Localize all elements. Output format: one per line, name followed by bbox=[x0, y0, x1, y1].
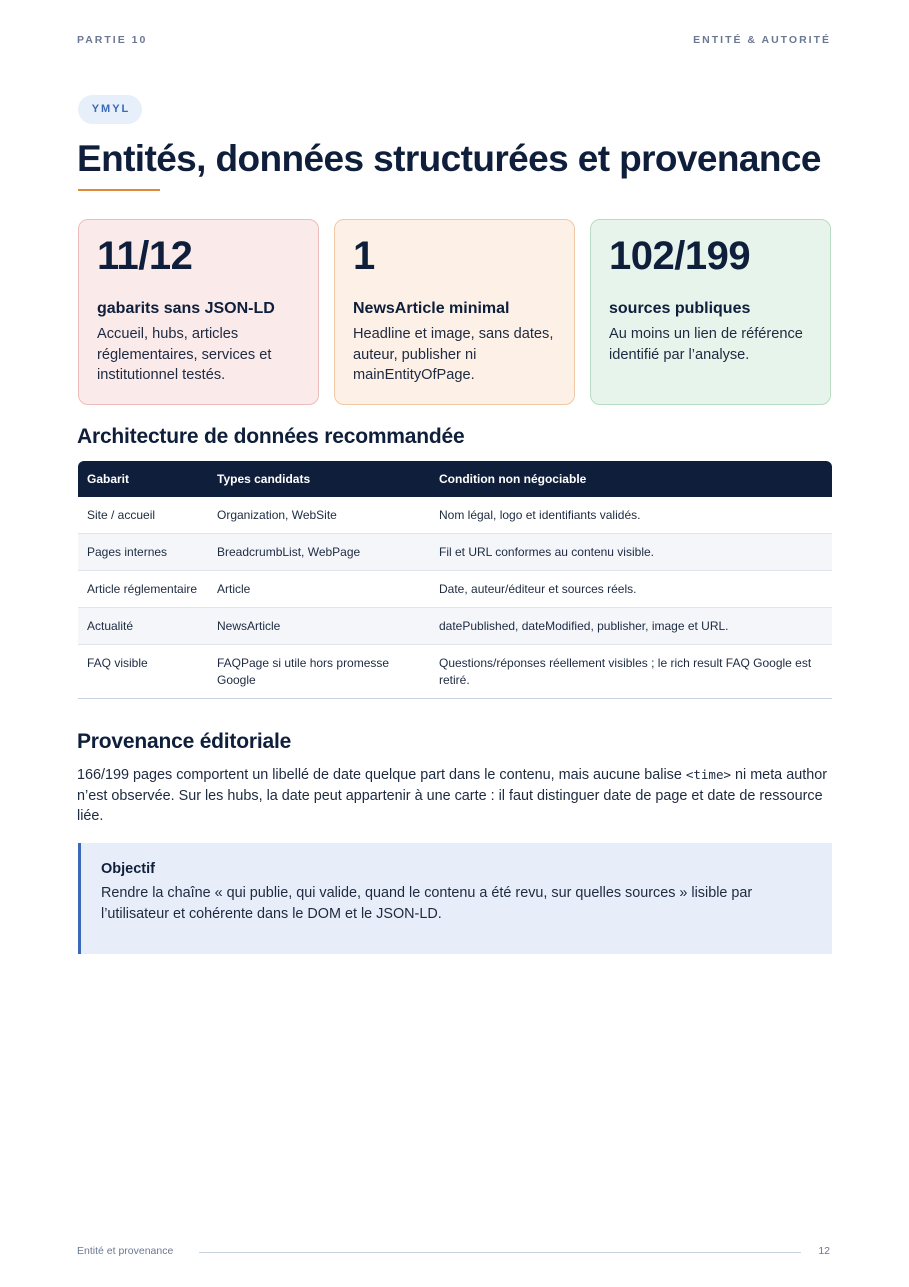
cell-types: BreadcrumbList, WebPage bbox=[217, 545, 361, 559]
section-topic: ENTITÉ & AUTORITÉ bbox=[693, 34, 831, 46]
stat-label: NewsArticle minimal bbox=[353, 300, 510, 317]
page-number: 12 bbox=[818, 1245, 830, 1257]
provenance-paragraph bbox=[77, 765, 833, 827]
stat-card-sources bbox=[590, 219, 831, 405]
table-row bbox=[78, 497, 832, 533]
callout-body: Rendre la chaîne « qui publie, qui valide, quand le contenu a été revu, sur quelles sources » lisible par l’utilisateur et cohérente dans le DOM et le JSON-LD. bbox=[101, 885, 753, 922]
objective-callout bbox=[78, 843, 832, 954]
stat-label: sources publiques bbox=[609, 300, 751, 317]
cell-condition: Date, auteur/éditeur et sources réels. bbox=[439, 582, 637, 596]
cell-gabarit: Article réglementaire bbox=[87, 582, 198, 596]
cell-condition: Fil et URL conformes au contenu visible. bbox=[439, 545, 654, 559]
title-underline bbox=[78, 189, 160, 191]
stat-metric: 11/12 bbox=[97, 234, 193, 278]
architecture-table bbox=[78, 461, 832, 699]
page-title: Entités, données structurées et provenance bbox=[77, 138, 821, 179]
cell-condition: datePublished, dateModified, publisher, image et URL. bbox=[439, 619, 729, 633]
cell-gabarit: Site / accueil bbox=[87, 508, 156, 522]
cell-types: Organization, WebSite bbox=[217, 508, 337, 522]
provenance-heading: Provenance éditoriale bbox=[77, 730, 292, 753]
column-header-gabarit: Gabarit bbox=[87, 472, 130, 486]
cell-gabarit: FAQ visible bbox=[87, 656, 148, 670]
cell-types: NewsArticle bbox=[217, 619, 281, 633]
stat-description: Au moins un lien de référence identifié par l’analyse. bbox=[609, 326, 803, 363]
column-header-types: Types candidats bbox=[217, 472, 311, 486]
stat-card-newsarticle bbox=[334, 219, 575, 405]
table-row bbox=[78, 533, 832, 570]
cell-types: FAQPage si utile hors promesse Google bbox=[217, 656, 390, 687]
stat-description: Accueil, hubs, articles réglementaires, services et institutionnel testés. bbox=[97, 326, 272, 383]
cell-condition: Questions/réponses réellement visibles ; le rich result FAQ Google est retiré. bbox=[439, 656, 812, 687]
cell-gabarit: Pages internes bbox=[87, 545, 168, 559]
table-header bbox=[78, 461, 832, 497]
cell-gabarit: Actualité bbox=[87, 619, 134, 633]
time-tag-code: <time> bbox=[685, 767, 731, 782]
callout-title: Objectif bbox=[101, 861, 155, 877]
stat-description: Headline et image, sans dates, auteur, publisher ni mainEntityOfPage. bbox=[353, 326, 554, 383]
cell-condition: Nom légal, logo et identifiants validés. bbox=[439, 508, 641, 522]
stat-metric: 1 bbox=[353, 234, 375, 278]
section-number: PARTIE 10 bbox=[77, 34, 148, 46]
stat-label: gabarits sans JSON-LD bbox=[97, 300, 275, 317]
table-row bbox=[78, 644, 832, 698]
stat-card-jsonld bbox=[78, 219, 319, 405]
column-header-condition: Condition non négociable bbox=[439, 472, 587, 486]
footer-section-title: Entité et provenance bbox=[77, 1245, 174, 1257]
page-header bbox=[77, 34, 831, 48]
footer-divider bbox=[199, 1252, 801, 1253]
stat-metric: 102/199 bbox=[609, 234, 751, 278]
provenance-text-before: 166/199 pages comportent un libellé de date quelque part dans le contenu, mais aucune balise bbox=[77, 767, 686, 783]
table-row bbox=[78, 607, 832, 644]
table-row bbox=[78, 570, 832, 607]
cell-types: Article bbox=[217, 582, 251, 596]
ymyl-badge: YMYL bbox=[78, 95, 142, 124]
page-footer bbox=[77, 1245, 831, 1259]
architecture-heading: Architecture de données recommandée bbox=[77, 425, 465, 448]
provenance-text-after: ni meta author n’est observée. Sur les hubs, la date peut appartenir à une carte : il faut distinguer date de page et date de ressource liée. bbox=[77, 767, 827, 824]
